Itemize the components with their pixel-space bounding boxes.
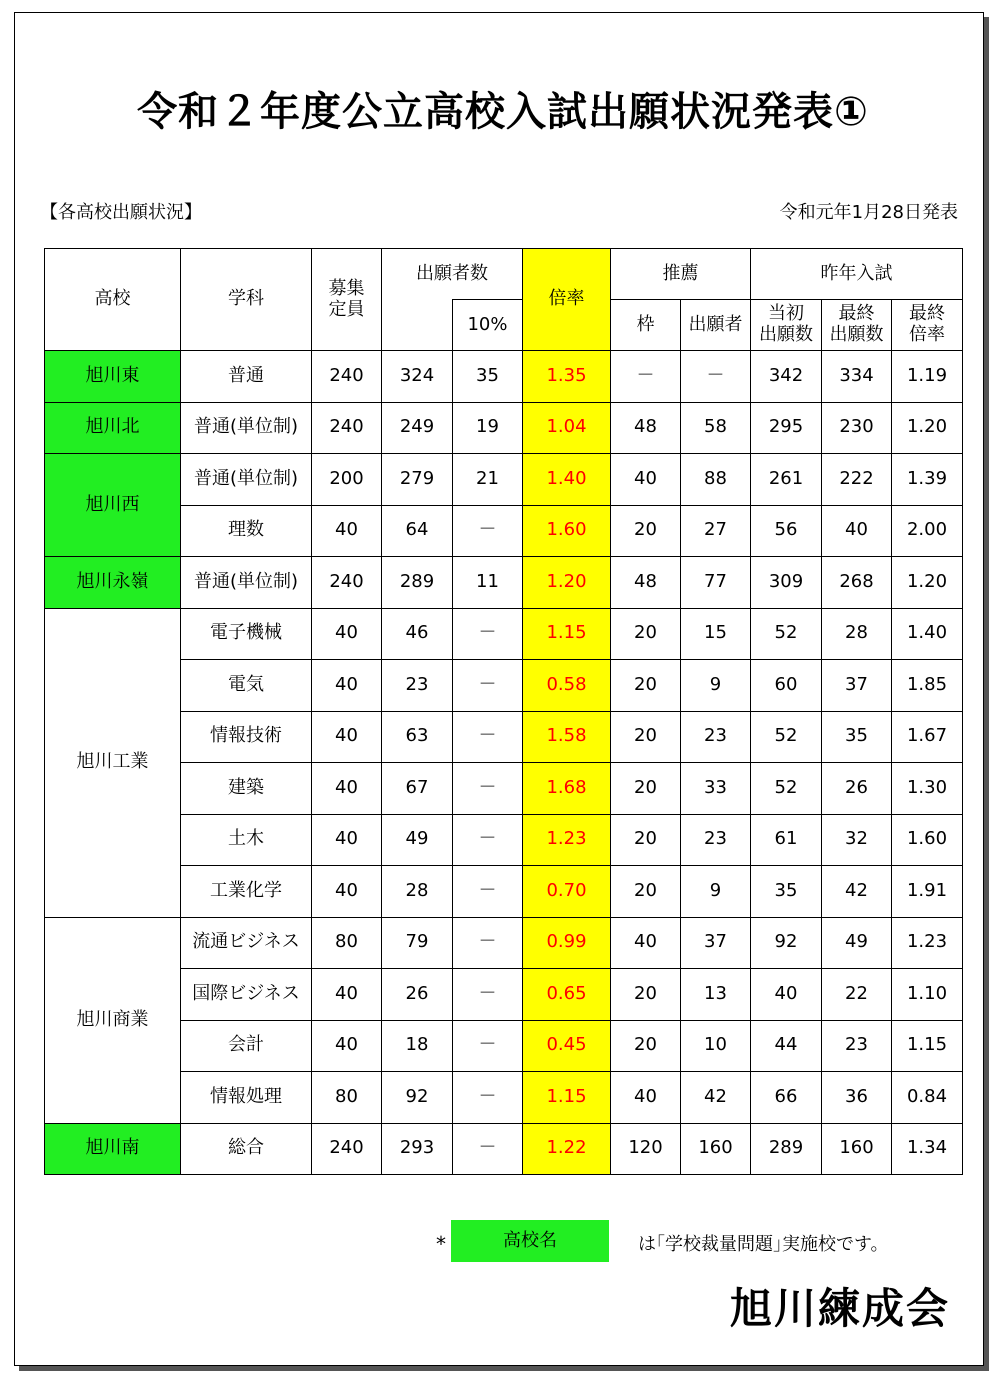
ratio-cell: 1.23 [523,814,611,866]
ly-initial-cell: 289 [751,1123,822,1175]
rec-quota-cell: 20 [611,660,681,712]
ly-ratio-cell: 1.23 [892,917,963,969]
legend-star: * [436,1232,446,1256]
ly-ratio-cell: 1.67 [892,711,963,763]
table-row [45,1020,963,1072]
ten-percent-cell: － [453,505,523,557]
header-recommend: 推薦 [611,249,751,300]
rec-quota-cell: 48 [611,557,681,609]
ly-initial-cell: 295 [751,402,822,454]
rec-applicants-cell: 15 [681,608,751,660]
ratio-cell: 0.45 [523,1020,611,1072]
rec-applicants-cell: 160 [681,1123,751,1175]
capacity-cell: 40 [312,711,382,763]
ratio-cell: 1.15 [523,1072,611,1124]
ratio-cell: 0.99 [523,917,611,969]
applicants-cell: 63 [382,711,453,763]
applicants-cell: 79 [382,917,453,969]
rec-applicants-cell: 23 [681,711,751,763]
ly-initial-cell: 52 [751,608,822,660]
table-row [45,763,963,815]
capacity-cell: 80 [312,1072,382,1124]
rec-quota-cell: 20 [611,608,681,660]
applicants-cell: 64 [382,505,453,557]
rec-applicants-cell: 9 [681,866,751,918]
ten-percent-cell: － [453,763,523,815]
capacity-cell: 240 [312,1123,382,1175]
table-row [45,1123,963,1175]
capacity-cell: 40 [312,608,382,660]
ten-percent-cell: 19 [453,402,523,454]
dept-cell: 流通ビジネス [181,917,312,969]
header-school: 高校 [45,249,181,351]
applicants-cell: 26 [382,969,453,1021]
ratio-cell: 1.20 [523,557,611,609]
rec-quota-cell: 40 [611,1072,681,1124]
rec-quota-cell: － [611,351,681,403]
school-name-cell: 旭川工業 [45,608,181,917]
header-rec-applicants: 出願者 [681,300,751,351]
header-capacity [312,249,382,351]
ly-ratio-cell: 1.91 [892,866,963,918]
ly-initial-cell: 66 [751,1072,822,1124]
header-ly-ratio [892,300,963,351]
ly-ratio-cell: 1.20 [892,557,963,609]
applicants-cell: 279 [382,454,453,506]
applicants-cell: 324 [382,351,453,403]
header-ly-final-line2: 出願数 [829,324,884,345]
ten-percent-cell: － [453,660,523,712]
header-ly-initial-line1: 当初 [768,303,804,325]
ly-initial-cell: 92 [751,917,822,969]
ten-percent-cell: － [453,814,523,866]
header-ly-final-line1: 最終 [838,303,875,325]
ly-final-cell: 28 [822,608,892,660]
ly-ratio-cell: 1.20 [892,402,963,454]
rec-applicants-cell: 10 [681,1020,751,1072]
ly-ratio-cell: 1.30 [892,763,963,815]
capacity-cell: 40 [312,1020,382,1072]
rec-quota-cell: 40 [611,917,681,969]
ratio-cell: 1.40 [523,454,611,506]
applicants-cell: 92 [382,1072,453,1124]
rec-applicants-cell: 42 [681,1072,751,1124]
ly-initial-cell: 52 [751,711,822,763]
capacity-cell: 40 [312,969,382,1021]
legend-green-box: 高校名 [451,1220,609,1262]
school-name-cell: 旭川商業 [45,917,181,1123]
rec-quota-cell: 40 [611,454,681,506]
dept-cell: 総合 [181,1123,312,1175]
table-row [45,402,963,454]
capacity-cell: 40 [312,763,382,815]
capacity-cell: 240 [312,557,382,609]
ratio-cell: 0.70 [523,866,611,918]
ly-initial-cell: 261 [751,454,822,506]
rec-applicants-cell: 13 [681,969,751,1021]
header-rec-quota: 枠 [611,300,681,351]
ly-initial-cell: 40 [751,969,822,1021]
table-row [45,866,963,918]
applicants-cell: 46 [382,608,453,660]
rec-quota-cell: 20 [611,866,681,918]
rec-quota-cell: 20 [611,969,681,1021]
header-ratio: 倍率 [523,249,611,351]
school-name-cell: 旭川東 [45,351,181,403]
ly-final-cell: 268 [822,557,892,609]
ten-percent-cell: － [453,917,523,969]
rec-applicants-cell: 23 [681,814,751,866]
ratio-cell: 1.15 [523,608,611,660]
header-ly-final [822,300,892,351]
capacity-cell: 80 [312,917,382,969]
header-ly-ratio-line2: 倍率 [909,324,945,345]
capacity-cell: 240 [312,402,382,454]
ly-final-cell: 49 [822,917,892,969]
school-name-cell: 旭川西 [45,454,181,557]
ly-ratio-cell: 1.39 [892,454,963,506]
capacity-cell: 40 [312,660,382,712]
header-ly-initial-line2: 出願数 [759,324,813,345]
ten-percent-cell: － [453,1020,523,1072]
ly-final-cell: 230 [822,402,892,454]
ly-initial-cell: 60 [751,660,822,712]
ten-percent-cell: 11 [453,557,523,609]
capacity-cell: 40 [312,866,382,918]
ly-final-cell: 334 [822,351,892,403]
ly-ratio-cell: 1.15 [892,1020,963,1072]
ly-ratio-cell: 2.00 [892,505,963,557]
ratio-cell: 0.65 [523,969,611,1021]
table-row [45,814,963,866]
ly-final-cell: 23 [822,1020,892,1072]
ratio-cell: 1.58 [523,711,611,763]
ly-final-cell: 160 [822,1123,892,1175]
applicants-cell: 249 [382,402,453,454]
rec-applicants-cell: － [681,351,751,403]
ly-initial-cell: 309 [751,557,822,609]
dept-cell: 普通(単位制) [181,454,312,506]
applicants-cell: 28 [382,866,453,918]
rec-quota-cell: 120 [611,1123,681,1175]
ly-ratio-cell: 1.40 [892,608,963,660]
ten-percent-cell: 35 [453,351,523,403]
ten-percent-cell: － [453,1072,523,1124]
ly-ratio-cell: 1.85 [892,660,963,712]
ly-final-cell: 26 [822,763,892,815]
ly-final-cell: 222 [822,454,892,506]
capacity-cell: 40 [312,814,382,866]
rec-applicants-cell: 77 [681,557,751,609]
school-name-cell: 旭川南 [45,1123,181,1175]
ly-final-cell: 40 [822,505,892,557]
header-dept: 学科 [181,249,312,351]
ratio-cell: 1.68 [523,763,611,815]
dept-cell: 土木 [181,814,312,866]
ten-percent-cell: － [453,969,523,1021]
applicants-cell: 23 [382,660,453,712]
table-row [45,454,963,506]
rec-applicants-cell: 88 [681,454,751,506]
organization-name: 旭川練成会 [729,1284,950,1333]
ly-final-cell: 37 [822,660,892,712]
ten-percent-cell: － [453,1123,523,1175]
dept-cell: 情報処理 [181,1072,312,1124]
ratio-cell: 1.22 [523,1123,611,1175]
applicants-cell: 289 [382,557,453,609]
ly-ratio-cell: 0.84 [892,1072,963,1124]
ly-final-cell: 32 [822,814,892,866]
applicants-cell: 67 [382,763,453,815]
ly-ratio-cell: 1.10 [892,969,963,1021]
rec-applicants-cell: 33 [681,763,751,815]
ly-final-cell: 35 [822,711,892,763]
applicants-cell: 293 [382,1123,453,1175]
ly-ratio-cell: 1.19 [892,351,963,403]
table-row [45,969,963,1021]
rec-quota-cell: 20 [611,814,681,866]
dept-cell: 会計 [181,1020,312,1072]
rec-quota-cell: 20 [611,1020,681,1072]
dept-cell: 電気 [181,660,312,712]
header-ly-ratio-line1: 最終 [909,303,945,325]
table-row [45,608,963,660]
applicants-cell: 49 [382,814,453,866]
ly-initial-cell: 44 [751,1020,822,1072]
ly-initial-cell: 342 [751,351,822,403]
ly-final-cell: 22 [822,969,892,1021]
ten-percent-cell: － [453,608,523,660]
table-row [45,660,963,712]
rec-applicants-cell: 9 [681,660,751,712]
publish-date: 令和元年1月28日発表 [779,202,958,223]
capacity-cell: 200 [312,454,382,506]
table-row [45,557,963,609]
ly-final-cell: 36 [822,1072,892,1124]
header-applicants-blank [382,300,453,351]
application-status-table [44,248,963,1175]
header-ly-initial [751,300,822,351]
school-name-cell: 旭川永嶺 [45,557,181,609]
header-last-year: 昨年入試 [751,249,963,300]
header-capacity-line2: 定員 [328,298,365,320]
dept-cell: 国際ビジネス [181,969,312,1021]
ratio-cell: 1.04 [523,402,611,454]
ly-final-cell: 42 [822,866,892,918]
ly-initial-cell: 52 [751,763,822,815]
rec-quota-cell: 20 [611,505,681,557]
rec-quota-cell: 48 [611,402,681,454]
table-row [45,917,963,969]
capacity-cell: 40 [312,505,382,557]
table-row [45,351,963,403]
page-title: 令和２年度公立高校入試出願状況発表① [137,89,869,135]
ratio-cell: 1.60 [523,505,611,557]
dept-cell: 電子機械 [181,608,312,660]
dept-cell: 建築 [181,763,312,815]
rec-applicants-cell: 27 [681,505,751,557]
header-ten-percent: 10% [453,300,523,351]
section-subtitle: 【各高校出願状況】 [40,202,202,223]
applicants-cell: 18 [382,1020,453,1072]
ten-percent-cell: － [453,866,523,918]
rec-applicants-cell: 37 [681,917,751,969]
dept-cell: 普通(単位制) [181,402,312,454]
rec-applicants-cell: 58 [681,402,751,454]
legend-text: は｢学校裁量問題｣実施校です。 [638,1234,889,1255]
dept-cell: 理数 [181,505,312,557]
capacity-cell: 240 [312,351,382,403]
header-capacity-line1: 募集 [328,277,365,299]
header-applicants: 出願者数 [382,249,523,300]
ratio-cell: 1.35 [523,351,611,403]
rec-quota-cell: 20 [611,763,681,815]
ten-percent-cell: 21 [453,454,523,506]
ly-initial-cell: 56 [751,505,822,557]
ratio-cell: 0.58 [523,660,611,712]
ly-ratio-cell: 1.34 [892,1123,963,1175]
dept-cell: 工業化学 [181,866,312,918]
dept-cell: 普通(単位制) [181,557,312,609]
table-body [45,351,963,1175]
ly-initial-cell: 35 [751,866,822,918]
table-row [45,1072,963,1124]
legend [0,1220,1006,1262]
school-name-cell: 旭川北 [45,402,181,454]
dept-cell: 情報技術 [181,711,312,763]
table-row [45,505,963,557]
rec-quota-cell: 20 [611,711,681,763]
ten-percent-cell: － [453,711,523,763]
ly-initial-cell: 61 [751,814,822,866]
table-row [45,711,963,763]
ly-ratio-cell: 1.60 [892,814,963,866]
dept-cell: 普通 [181,351,312,403]
